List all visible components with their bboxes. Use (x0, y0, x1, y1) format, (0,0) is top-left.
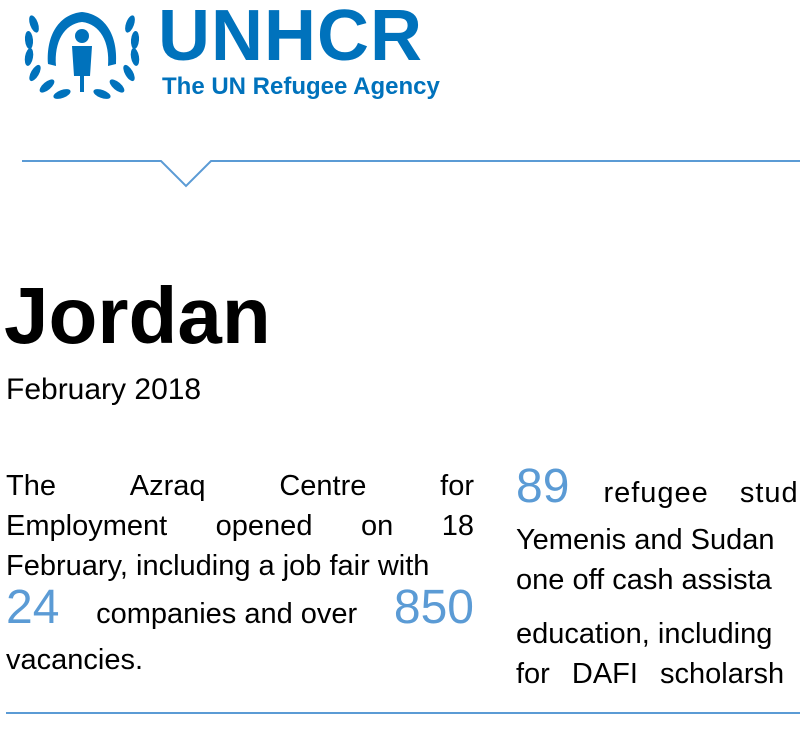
stat-students-count: 89 (516, 460, 570, 513)
person-body (72, 46, 92, 92)
report-date: February 2018 (6, 373, 202, 406)
highlight-right-line-3: one off cash assista (516, 564, 772, 596)
word: for (440, 470, 474, 502)
word: Employment (6, 510, 168, 542)
highlight-right-line-4: education, including (516, 618, 773, 650)
highlight-left-line-1 (6, 466, 474, 506)
stat-companies-count: 24 (6, 581, 60, 634)
highlight-left-line-4 (6, 581, 474, 640)
footer-divider (6, 712, 800, 714)
highlight-left (6, 466, 474, 680)
highlight-right-line-1 (516, 460, 800, 520)
word: The (6, 470, 56, 502)
highlight-right-text-1: refugee stud (603, 477, 799, 509)
page-title: Jordan (4, 271, 271, 360)
highlight-right-line-2: Yemenis and Sudan (516, 524, 775, 556)
word: opened (215, 510, 313, 542)
word: Centre (279, 470, 367, 502)
stat-vacancies-count: 850 (393, 581, 474, 634)
highlight-right (516, 460, 800, 694)
person-head (75, 29, 89, 43)
highlight-right-line-5: for DAFI scholarsh (516, 658, 785, 690)
brand-name: UNHCR (158, 0, 423, 76)
header-divider (22, 150, 800, 190)
stat-companies-text: companies and over (96, 598, 358, 630)
word: 18 (441, 510, 474, 542)
word: on (360, 510, 394, 542)
word: Azraq (129, 470, 206, 502)
brand-tagline: The UN Refugee Agency (162, 73, 440, 100)
highlight-left-line-2 (6, 506, 474, 546)
unhcr-emblem-icon (20, 4, 144, 104)
highlight-left-line-3: February, including a job fair with (6, 550, 430, 582)
highlight-left-line-5: vacancies. (6, 644, 144, 676)
